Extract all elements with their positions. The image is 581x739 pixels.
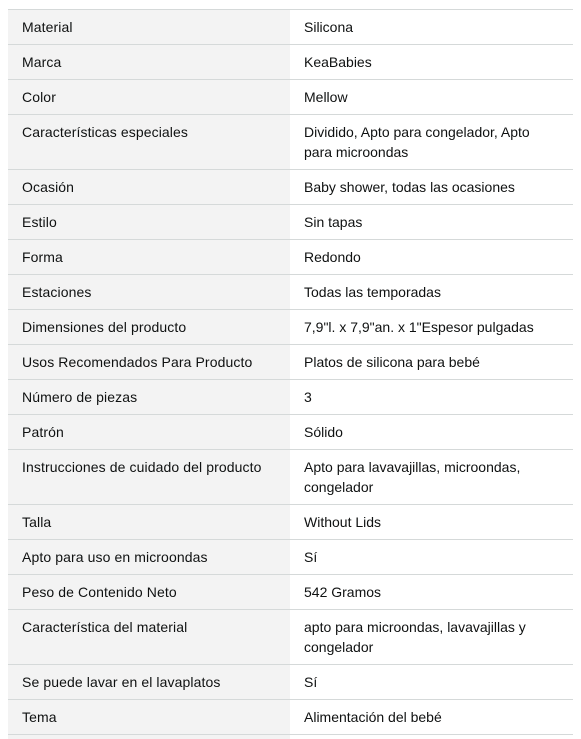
table-row: [8, 275, 573, 310]
spec-value: KeaBabies: [290, 45, 573, 80]
spec-label: Características especiales: [8, 115, 290, 170]
spec-value: 3: [290, 380, 573, 415]
spec-value: 542 Gramos: [290, 575, 573, 610]
table-row: [8, 450, 573, 505]
table-row: [8, 415, 573, 450]
table-row: [8, 575, 573, 610]
table-row: [8, 240, 573, 275]
spec-label-partial: [8, 735, 290, 739]
spec-label: Se puede lavar en el lavaplatos: [8, 665, 290, 700]
table-row: [8, 505, 573, 540]
table-row-partial: [8, 735, 573, 739]
spec-value: Sin tapas: [290, 205, 573, 240]
spec-value: Baby shower, todas las ocasiones: [290, 170, 573, 205]
spec-label: Color: [8, 80, 290, 115]
spec-label: Usos Recomendados Para Producto: [8, 345, 290, 380]
spec-value: Sólido: [290, 415, 573, 450]
spec-label: Estaciones: [8, 275, 290, 310]
table-row: [8, 540, 573, 575]
spec-value: apto para microondas, lavavajillas y congelador: [290, 610, 573, 665]
spec-value: Dividido, Apto para congelador, Apto para microondas: [290, 115, 573, 170]
spec-value: Silicona: [290, 10, 573, 45]
spec-label: Marca: [8, 45, 290, 80]
spec-label: Forma: [8, 240, 290, 275]
spec-label: Instrucciones de cuidado del producto: [8, 450, 290, 505]
table-row: [8, 665, 573, 700]
table-row: [8, 700, 573, 735]
product-specs-table: [8, 9, 573, 739]
spec-value: Todas las temporadas: [290, 275, 573, 310]
table-row: [8, 45, 573, 80]
spec-value: Sí: [290, 540, 573, 575]
spec-label: Característica del material: [8, 610, 290, 665]
spec-label: Dimensiones del producto: [8, 310, 290, 345]
spec-value: Sí: [290, 665, 573, 700]
table-row: [8, 310, 573, 345]
table-row: [8, 10, 573, 45]
spec-value: Alimentación del bebé: [290, 700, 573, 735]
spec-value: 7,9"l. x 7,9"an. x 1"Espesor pulgadas: [290, 310, 573, 345]
table-row: [8, 610, 573, 665]
spec-value: Redondo: [290, 240, 573, 275]
table-row: [8, 115, 573, 170]
table-row: [8, 80, 573, 115]
spec-value: Apto para lavavajillas, microondas, congelador: [290, 450, 573, 505]
table-row: [8, 345, 573, 380]
spec-label: Peso de Contenido Neto: [8, 575, 290, 610]
spec-value: Mellow: [290, 80, 573, 115]
spec-label: Ocasión: [8, 170, 290, 205]
spec-label: Tema: [8, 700, 290, 735]
spec-value: Platos de silicona para bebé: [290, 345, 573, 380]
table-row: [8, 380, 573, 415]
table-row: [8, 205, 573, 240]
spec-label: Talla: [8, 505, 290, 540]
table-row: [8, 170, 573, 205]
spec-value-partial: [290, 735, 573, 739]
spec-label: Material: [8, 10, 290, 45]
spec-label: Patrón: [8, 415, 290, 450]
spec-label: Estilo: [8, 205, 290, 240]
spec-label: Apto para uso en microondas: [8, 540, 290, 575]
spec-value: Without Lids: [290, 505, 573, 540]
spec-label: Número de piezas: [8, 380, 290, 415]
